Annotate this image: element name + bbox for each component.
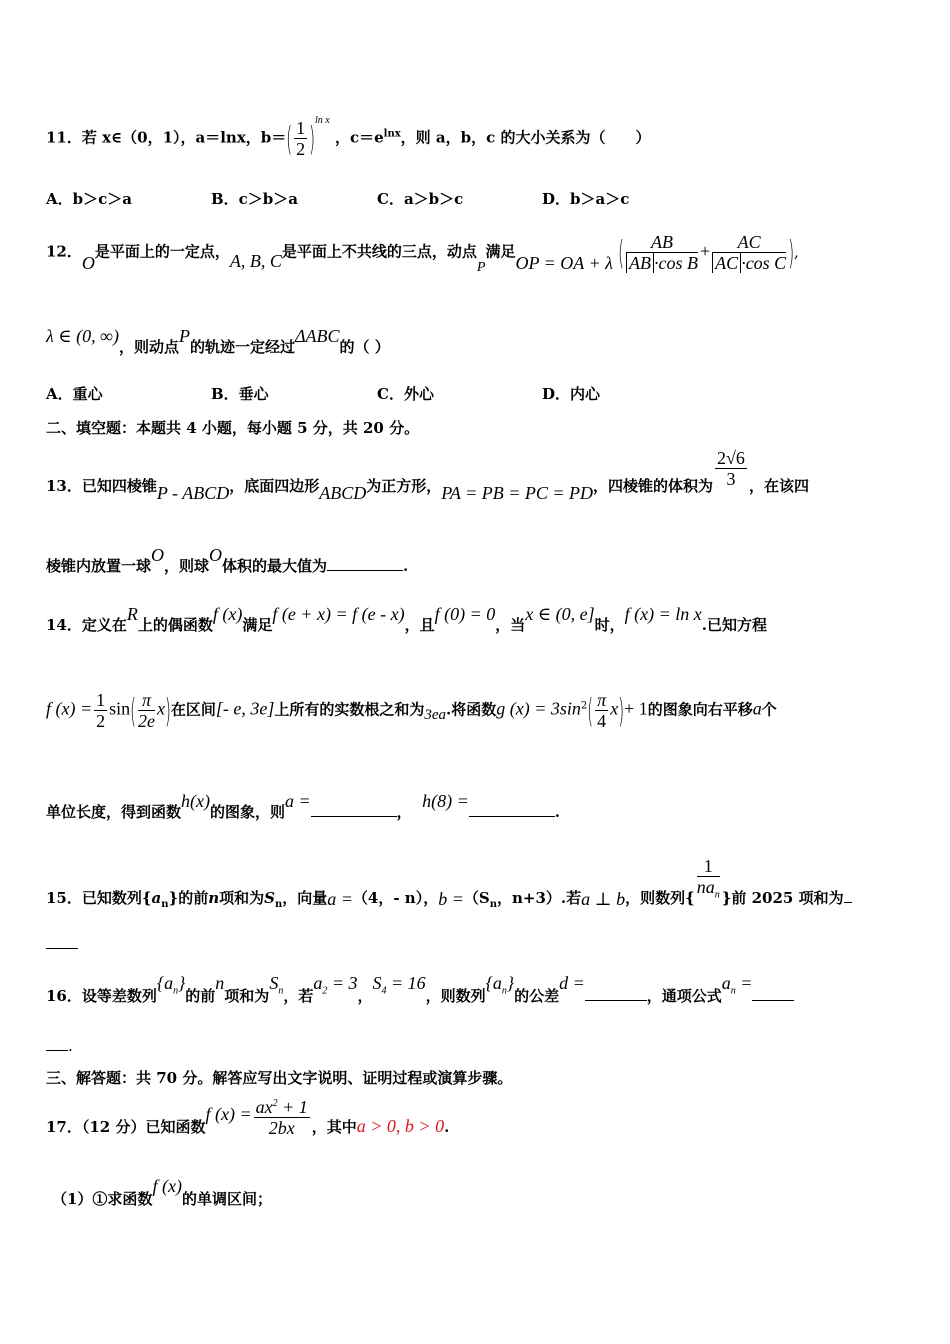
q16-answer-blank-an[interactable]: [752, 984, 794, 1001]
q17-fraction: $\frac{ax^2 + 1}{2bx}$: [254, 1094, 310, 1138]
question-13: 13．已知四棱锥P - ABCD，底面四边形ABCD为正方形，PA = PB = PC = PD，四棱锥的体积为 $\frac{2√6}{3}$ ，在该四: [46, 448, 809, 503]
q11-exponent: ln x: [315, 114, 330, 126]
question-17-part1: （1）①求函数f (x)的单调区间；: [52, 1176, 272, 1208]
q12-fraction-ab: $\frac{AB}{\text{AB ·cos B}}$: [626, 232, 698, 273]
question-12: 12．O是平面上的一定点，A, B, C是平面上不共线的三点，动点P满足OP = OA + λ ( $\frac{AB}{\text{AB ·cos B}}$ + $\frac{AC}{\text{AC ·cos C}}$ ),: [46, 232, 799, 275]
question-11: 11．若 x∈（0，1），a＝lnx，b＝( $\frac{1}{2}$ )$^{ln x}$ ，$c=e^{lnx}$，则 a，b，c 的大小关系为（ ）: [46, 114, 651, 159]
q14-answer-blank-a[interactable]: [311, 800, 397, 817]
q15-answer-blank[interactable]: [844, 886, 852, 903]
question-17: 17．（12 分）已知函数f (x) = $\frac{ax^2 + 1}{2bx}$ ，其中a > 0, b > 0.: [46, 1094, 449, 1138]
question-14-line3: 单位长度，得到函数h(x)的图象，则a =， h(8) =.: [46, 791, 561, 821]
q13-answer-blank[interactable]: [327, 554, 403, 571]
question-12-line2: λ ∈ (0, ∞)，则动点P的轨迹一定经过ΔABC的（ ）: [46, 326, 390, 356]
q11-stem-a: 11．若 x∈（0，1），a＝lnx，b＝: [46, 128, 287, 147]
q12-option-d: D．内心: [542, 385, 601, 403]
q11-option-d: D．b＞a＞c: [542, 190, 630, 208]
section-2-heading: 二、填空题：本题共 4 小题，每小题 5 分，共 20 分。: [46, 419, 420, 437]
question-16: 16．设等差数列$\{a_n\}$的前n项和为$S_n$，若$a_2 = 3$，$S_4 = 16$，则数列$\{a_n\}$的公差d =，通项公式$a_n$ =: [46, 972, 794, 1002]
q14-answer-blank-h8[interactable]: [469, 800, 555, 817]
q15-answer-blank-cont: [46, 932, 78, 954]
q13-volume-fraction: $\frac{2√6}{3}$: [717, 448, 745, 489]
q16-answer-blank-d[interactable]: [585, 984, 647, 1001]
question-13-line2: 棱锥内放置一球O，则球O体积的最大值为 .: [46, 545, 409, 575]
section-3-heading: 三、解答题：共 70 分。解答应写出文字说明、证明过程或演算步骤。: [46, 1069, 513, 1087]
q11-option-a: A．b＞c＞a: [46, 190, 132, 208]
q12-vector-equation: OP = OA + λ: [515, 252, 613, 273]
q17-condition: a > 0, b > 0: [356, 1116, 445, 1136]
q12-option-b: B．垂心: [211, 385, 269, 403]
question-15: 15．已知数列$\{a_n\}$的前n项和为$S_n$，向量a =（4，- n），$b =(S_n$，n+3）.若a ⊥ b，则数列{ $\frac{1}{na_n}$ }前 2025 项和为: [46, 856, 852, 906]
question-14-line2: f (x) = $\frac{1}{2}$ sin( $\frac{\pi}{2e}$ x)在区间[- e, 3e]上所有的实数根之和为3ea.将函数g $(x) = 3\sin^2$( $\frac{\pi}{4}$ x)+ 1的图象向右平移a个: [46, 690, 777, 731]
q16-line2: .: [46, 1034, 73, 1056]
q11-option-b: B．c＞b＞a: [211, 190, 299, 208]
q11-option-c: C．a＞b＞c: [377, 190, 464, 208]
q12-option-a: A．重心: [46, 385, 103, 403]
q11-half-fraction: $\frac{1}{2}$: [296, 118, 306, 159]
q12-fraction-ac: $\frac{AC}{\text{AC ·cos C}}$: [712, 232, 786, 273]
question-14: 14．定义在R上的偶函数f (x)满足f (e + x) = f (e - x)，且f (0) = 0，当x ∈ (0, e]时，f (x) = ln x.已知方程: [46, 604, 767, 634]
q12-option-c: C．外心: [377, 385, 434, 403]
